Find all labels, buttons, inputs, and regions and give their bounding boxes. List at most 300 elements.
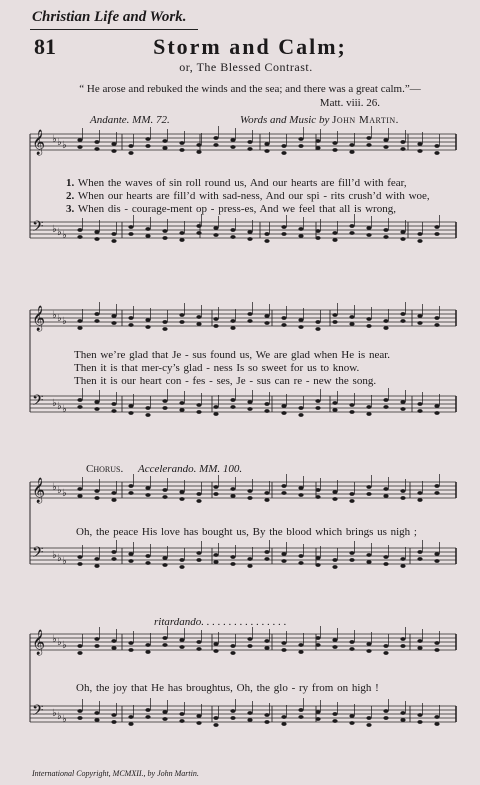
- note-head: [111, 409, 116, 413]
- note-head: [77, 555, 82, 559]
- note-head: [400, 147, 405, 151]
- note-head: [94, 711, 99, 715]
- note-head: [145, 227, 150, 231]
- note-head: [111, 557, 116, 561]
- treble-clef-icon: 𝄞: [32, 130, 46, 155]
- note-head: [383, 644, 388, 648]
- note-head: [366, 233, 371, 237]
- tempo-marking: Andante. MM. 72.: [90, 114, 170, 126]
- note-head: [332, 638, 337, 642]
- note-head: [77, 651, 82, 655]
- note-head: [366, 405, 371, 409]
- flat-icon: ♭: [52, 310, 57, 321]
- note-head: [400, 230, 405, 234]
- note-head: [400, 312, 405, 316]
- note-head: [417, 232, 422, 236]
- note-head: [145, 325, 150, 329]
- note-head: [128, 552, 133, 556]
- note-head: [128, 411, 133, 415]
- note-head: [94, 564, 99, 568]
- note-head: [247, 140, 252, 144]
- note-head: [179, 408, 184, 412]
- note-head: [434, 715, 439, 719]
- note-head: [264, 639, 269, 643]
- note-head: [383, 562, 388, 566]
- note-head: [281, 491, 286, 495]
- treble-clef-icon: 𝄞: [32, 306, 46, 331]
- scripture-text: “ He arose and rebuked the winds and the sea; and there was a great calm.”—: [79, 83, 421, 95]
- note-head: [111, 314, 116, 318]
- note-head: [366, 412, 371, 416]
- note-head: [434, 225, 439, 229]
- note-head: [77, 494, 82, 498]
- note-head: [230, 709, 235, 713]
- note-head: [349, 640, 354, 644]
- note-head: [94, 230, 99, 234]
- note-head: [281, 411, 286, 415]
- note-head: [230, 555, 235, 559]
- flat-icon: ♭: [62, 230, 67, 241]
- note-head: [230, 319, 235, 323]
- note-head: [383, 138, 388, 142]
- note-head: [179, 313, 184, 317]
- note-head: [162, 556, 167, 560]
- note-head: [213, 649, 218, 653]
- note-head: [247, 147, 252, 151]
- note-head: [417, 550, 422, 554]
- note-head: [417, 557, 422, 561]
- note-head: [230, 326, 235, 330]
- note-head: [213, 723, 218, 727]
- note-head: [264, 498, 269, 502]
- flat-icon: ♭: [57, 313, 62, 324]
- note-head: [383, 555, 388, 559]
- note-head: [162, 495, 167, 499]
- note-head: [162, 327, 167, 331]
- note-head: [162, 563, 167, 567]
- note-head: [332, 558, 337, 562]
- flat-icon: ♭: [57, 553, 62, 564]
- note-head: [417, 314, 422, 318]
- note-head: [111, 639, 116, 643]
- note-head: [128, 641, 133, 645]
- note-head: [196, 492, 201, 496]
- flat-icon: ♭: [62, 404, 67, 415]
- note-head: [281, 552, 286, 556]
- section-title: Christian Life and Work.: [32, 9, 187, 25]
- note-head: [111, 402, 116, 406]
- note-head: [94, 400, 99, 404]
- flat-icon: ♭: [52, 224, 57, 235]
- note-head: [128, 491, 133, 495]
- note-head: [298, 137, 303, 141]
- note-head: [264, 402, 269, 406]
- note-head: [281, 323, 286, 327]
- note-head: [383, 651, 388, 655]
- note-head: [400, 407, 405, 411]
- note-head: [298, 493, 303, 497]
- note-head: [417, 720, 422, 724]
- note-head: [264, 720, 269, 724]
- note-head: [349, 410, 354, 414]
- note-head: [145, 486, 150, 490]
- note-head: [196, 640, 201, 644]
- note-head: [281, 559, 286, 563]
- note-head: [366, 642, 371, 646]
- note-head: [162, 229, 167, 233]
- treble-clef-icon: 𝄞: [32, 630, 46, 655]
- note-head: [111, 491, 116, 495]
- note-head: [213, 642, 218, 646]
- note-head: [230, 487, 235, 491]
- flat-icon: ♭: [62, 640, 67, 651]
- credit-author: John Martin.: [332, 114, 399, 126]
- lyric-line: Then it is our heart con - fes - ses, Je - sus can re - new the song.: [74, 375, 377, 387]
- note-head: [213, 136, 218, 140]
- copyright-notice: International Copyright, MCMXII., by John Martin.: [32, 769, 199, 778]
- note-head: [366, 226, 371, 230]
- note-head: [77, 716, 82, 720]
- note-head: [264, 713, 269, 717]
- note-head: [94, 237, 99, 241]
- note-head: [196, 499, 201, 503]
- note-head: [196, 224, 201, 228]
- note-head: [94, 718, 99, 722]
- note-head: [111, 720, 116, 724]
- note-head: [145, 493, 150, 497]
- note-head: [298, 554, 303, 558]
- note-head: [400, 711, 405, 715]
- note-head: [298, 227, 303, 231]
- note-head: [349, 143, 354, 147]
- note-head: [145, 137, 150, 141]
- note-head: [400, 644, 405, 648]
- note-head: [417, 321, 422, 325]
- note-head: [145, 234, 150, 238]
- note-head: [400, 400, 405, 404]
- note-head: [417, 491, 422, 495]
- note-head: [366, 485, 371, 489]
- note-head: [298, 486, 303, 490]
- note-head: [417, 498, 422, 502]
- note-head: [349, 492, 354, 496]
- note-head: [94, 637, 99, 641]
- note-head: [145, 144, 150, 148]
- note-head: [383, 487, 388, 491]
- note-head: [281, 722, 286, 726]
- note-head: [94, 489, 99, 493]
- note-head: [162, 320, 167, 324]
- hymn-subtitle: or, The Blessed Contrast.: [179, 60, 313, 74]
- note-head: [281, 648, 286, 652]
- note-head: [179, 565, 184, 569]
- note-head: [400, 140, 405, 144]
- note-head: [230, 235, 235, 239]
- note-head: [264, 409, 269, 413]
- flat-icon: ♭: [62, 714, 67, 725]
- note-head: [383, 709, 388, 713]
- note-head: [281, 641, 286, 645]
- note-head: [383, 235, 388, 239]
- note-head: [162, 643, 167, 647]
- note-head: [77, 319, 82, 323]
- note-head: [400, 237, 405, 241]
- note-head: [230, 405, 235, 409]
- note-head: [196, 322, 201, 326]
- note-head: [111, 321, 116, 325]
- note-head: [77, 644, 82, 648]
- note-head: [264, 321, 269, 325]
- note-head: [162, 399, 167, 403]
- note-head: [264, 646, 269, 650]
- note-head: [417, 639, 422, 643]
- note-head: [213, 226, 218, 230]
- note-head: [213, 412, 218, 416]
- note-head: [298, 708, 303, 712]
- note-head: [111, 149, 116, 153]
- note-head: [179, 497, 184, 501]
- note-head: [179, 238, 184, 242]
- note-head: [94, 496, 99, 500]
- note-head: [94, 147, 99, 151]
- note-head: [179, 401, 184, 405]
- note-head: [145, 554, 150, 558]
- note-head: [77, 235, 82, 239]
- note-head: [247, 557, 252, 561]
- note-head: [281, 232, 286, 236]
- note-head: [332, 645, 337, 649]
- note-head: [94, 407, 99, 411]
- note-head: [230, 651, 235, 655]
- note-head: [145, 715, 150, 719]
- note-head: [196, 231, 201, 235]
- note-head: [77, 405, 82, 409]
- note-head: [264, 149, 269, 153]
- note-head: [417, 142, 422, 146]
- note-head: [179, 719, 184, 723]
- note-head: [128, 404, 133, 408]
- note-head: [332, 497, 337, 501]
- note-head: [434, 404, 439, 408]
- note-head: [128, 144, 133, 148]
- note-head: [281, 316, 286, 320]
- note-head: [128, 722, 133, 726]
- note-head: [400, 319, 405, 323]
- note-head: [94, 140, 99, 144]
- note-head: [230, 494, 235, 498]
- note-head: [196, 714, 201, 718]
- note-head: [332, 565, 337, 569]
- note-head: [77, 228, 82, 232]
- note-head: [145, 406, 150, 410]
- note-head: [315, 327, 320, 331]
- note-head: [247, 496, 252, 500]
- note-head: [298, 234, 303, 238]
- note-head: [128, 151, 133, 155]
- note-head: [434, 484, 439, 488]
- note-head: [434, 641, 439, 645]
- note-head: [349, 315, 354, 319]
- note-head: [94, 319, 99, 323]
- note-head: [77, 562, 82, 566]
- note-head: [400, 564, 405, 568]
- note-head: [383, 716, 388, 720]
- note-head: [247, 718, 252, 722]
- note-head: [332, 238, 337, 242]
- note-head: [111, 232, 116, 236]
- note-head: [332, 719, 337, 723]
- note-head: [179, 558, 184, 562]
- note-head: [366, 723, 371, 727]
- note-head: [315, 406, 320, 410]
- note-head: [213, 143, 218, 147]
- note-head: [179, 490, 184, 494]
- flat-icon: ♭: [52, 398, 57, 409]
- note-head: [162, 139, 167, 143]
- note-head: [434, 151, 439, 155]
- note-head: [247, 637, 252, 641]
- note-head: [298, 715, 303, 719]
- ritardando-marking: ritardando. . . . . . . . . . . . . . . .: [154, 616, 287, 628]
- note-head: [417, 646, 422, 650]
- flat-icon: ♭: [57, 401, 62, 412]
- note-head: [434, 411, 439, 415]
- note-head: [264, 239, 269, 243]
- note-head: [264, 491, 269, 495]
- note-head: [349, 322, 354, 326]
- flat-icon: ♭: [57, 485, 62, 496]
- bass-clef-icon: 𝄢: [32, 544, 44, 565]
- note-head: [196, 551, 201, 555]
- note-head: [349, 150, 354, 154]
- note-head: [128, 225, 133, 229]
- note-head: [281, 151, 286, 155]
- note-head: [281, 144, 286, 148]
- note-head: [196, 721, 201, 725]
- note-head: [332, 141, 337, 145]
- note-head: [230, 644, 235, 648]
- flat-icon: ♭: [57, 137, 62, 148]
- note-head: [247, 564, 252, 568]
- note-head: [128, 323, 133, 327]
- bass-clef-icon: 𝄢: [32, 218, 44, 239]
- flat-icon: ♭: [62, 488, 67, 499]
- note-head: [298, 643, 303, 647]
- note-head: [264, 232, 269, 236]
- lyric-line: 3. When dis - courage-ment op - press-es, And we feel that all is wrong,: [66, 203, 396, 215]
- note-head: [332, 490, 337, 494]
- note-head: [434, 144, 439, 148]
- note-head: [400, 718, 405, 722]
- note-head: [128, 484, 133, 488]
- note-head: [264, 142, 269, 146]
- note-head: [366, 136, 371, 140]
- note-head: [264, 550, 269, 554]
- flat-icon: ♭: [57, 637, 62, 648]
- note-head: [298, 650, 303, 654]
- note-head: [145, 413, 150, 417]
- note-head: [230, 398, 235, 402]
- note-head: [332, 408, 337, 412]
- note-head: [332, 148, 337, 152]
- note-head: [145, 561, 150, 565]
- note-head: [179, 148, 184, 152]
- note-head: [247, 312, 252, 316]
- note-head: [366, 649, 371, 653]
- note-head: [434, 323, 439, 327]
- note-head: [349, 224, 354, 228]
- note-head: [349, 721, 354, 725]
- note-head: [247, 237, 252, 241]
- note-head: [162, 406, 167, 410]
- note-head: [366, 324, 371, 328]
- note-head: [213, 716, 218, 720]
- note-head: [247, 407, 252, 411]
- note-head: [213, 553, 218, 557]
- lyric-line: 2. When our hearts are fill’d with sad-ness, And our spi - rits crush’d with woe,: [66, 190, 430, 202]
- note-head: [349, 231, 354, 235]
- note-head: [77, 709, 82, 713]
- note-head: [366, 560, 371, 564]
- note-head: [298, 406, 303, 410]
- note-head: [434, 559, 439, 563]
- note-head: [77, 138, 82, 142]
- flat-icon: ♭: [52, 708, 57, 719]
- note-head: [213, 324, 218, 328]
- note-head: [281, 715, 286, 719]
- note-head: [162, 146, 167, 150]
- note-head: [196, 647, 201, 651]
- note-head: [111, 550, 116, 554]
- note-head: [383, 326, 388, 330]
- note-head: [349, 551, 354, 555]
- note-head: [111, 142, 116, 146]
- note-head: [247, 711, 252, 715]
- hymn-number: 81: [34, 34, 56, 59]
- note-head: [77, 326, 82, 330]
- note-head: [366, 716, 371, 720]
- flat-icon: ♭: [52, 134, 57, 145]
- note-head: [417, 409, 422, 413]
- note-head: [349, 499, 354, 503]
- note-head: [434, 552, 439, 556]
- note-head: [349, 714, 354, 718]
- lyric-line: Oh, the joy that He has broughtus, Oh, the glo - ry from on high !: [76, 682, 379, 694]
- treble-clef-icon: 𝄞: [32, 478, 46, 503]
- note-head: [145, 708, 150, 712]
- note-head: [417, 713, 422, 717]
- chorus-label: Chorus.: [86, 463, 124, 475]
- note-head: [417, 402, 422, 406]
- note-head: [77, 487, 82, 491]
- note-head: [383, 319, 388, 323]
- note-head: [434, 722, 439, 726]
- note-head: [213, 560, 218, 564]
- note-head: [298, 144, 303, 148]
- note-head: [128, 648, 133, 652]
- note-head: [213, 405, 218, 409]
- note-head: [366, 492, 371, 496]
- note-head: [213, 233, 218, 237]
- note-head: [264, 314, 269, 318]
- note-head: [128, 316, 133, 320]
- note-head: [247, 644, 252, 648]
- note-head: [128, 232, 133, 236]
- note-head: [417, 149, 422, 153]
- note-head: [179, 320, 184, 324]
- note-head: [434, 232, 439, 236]
- note-head: [111, 498, 116, 502]
